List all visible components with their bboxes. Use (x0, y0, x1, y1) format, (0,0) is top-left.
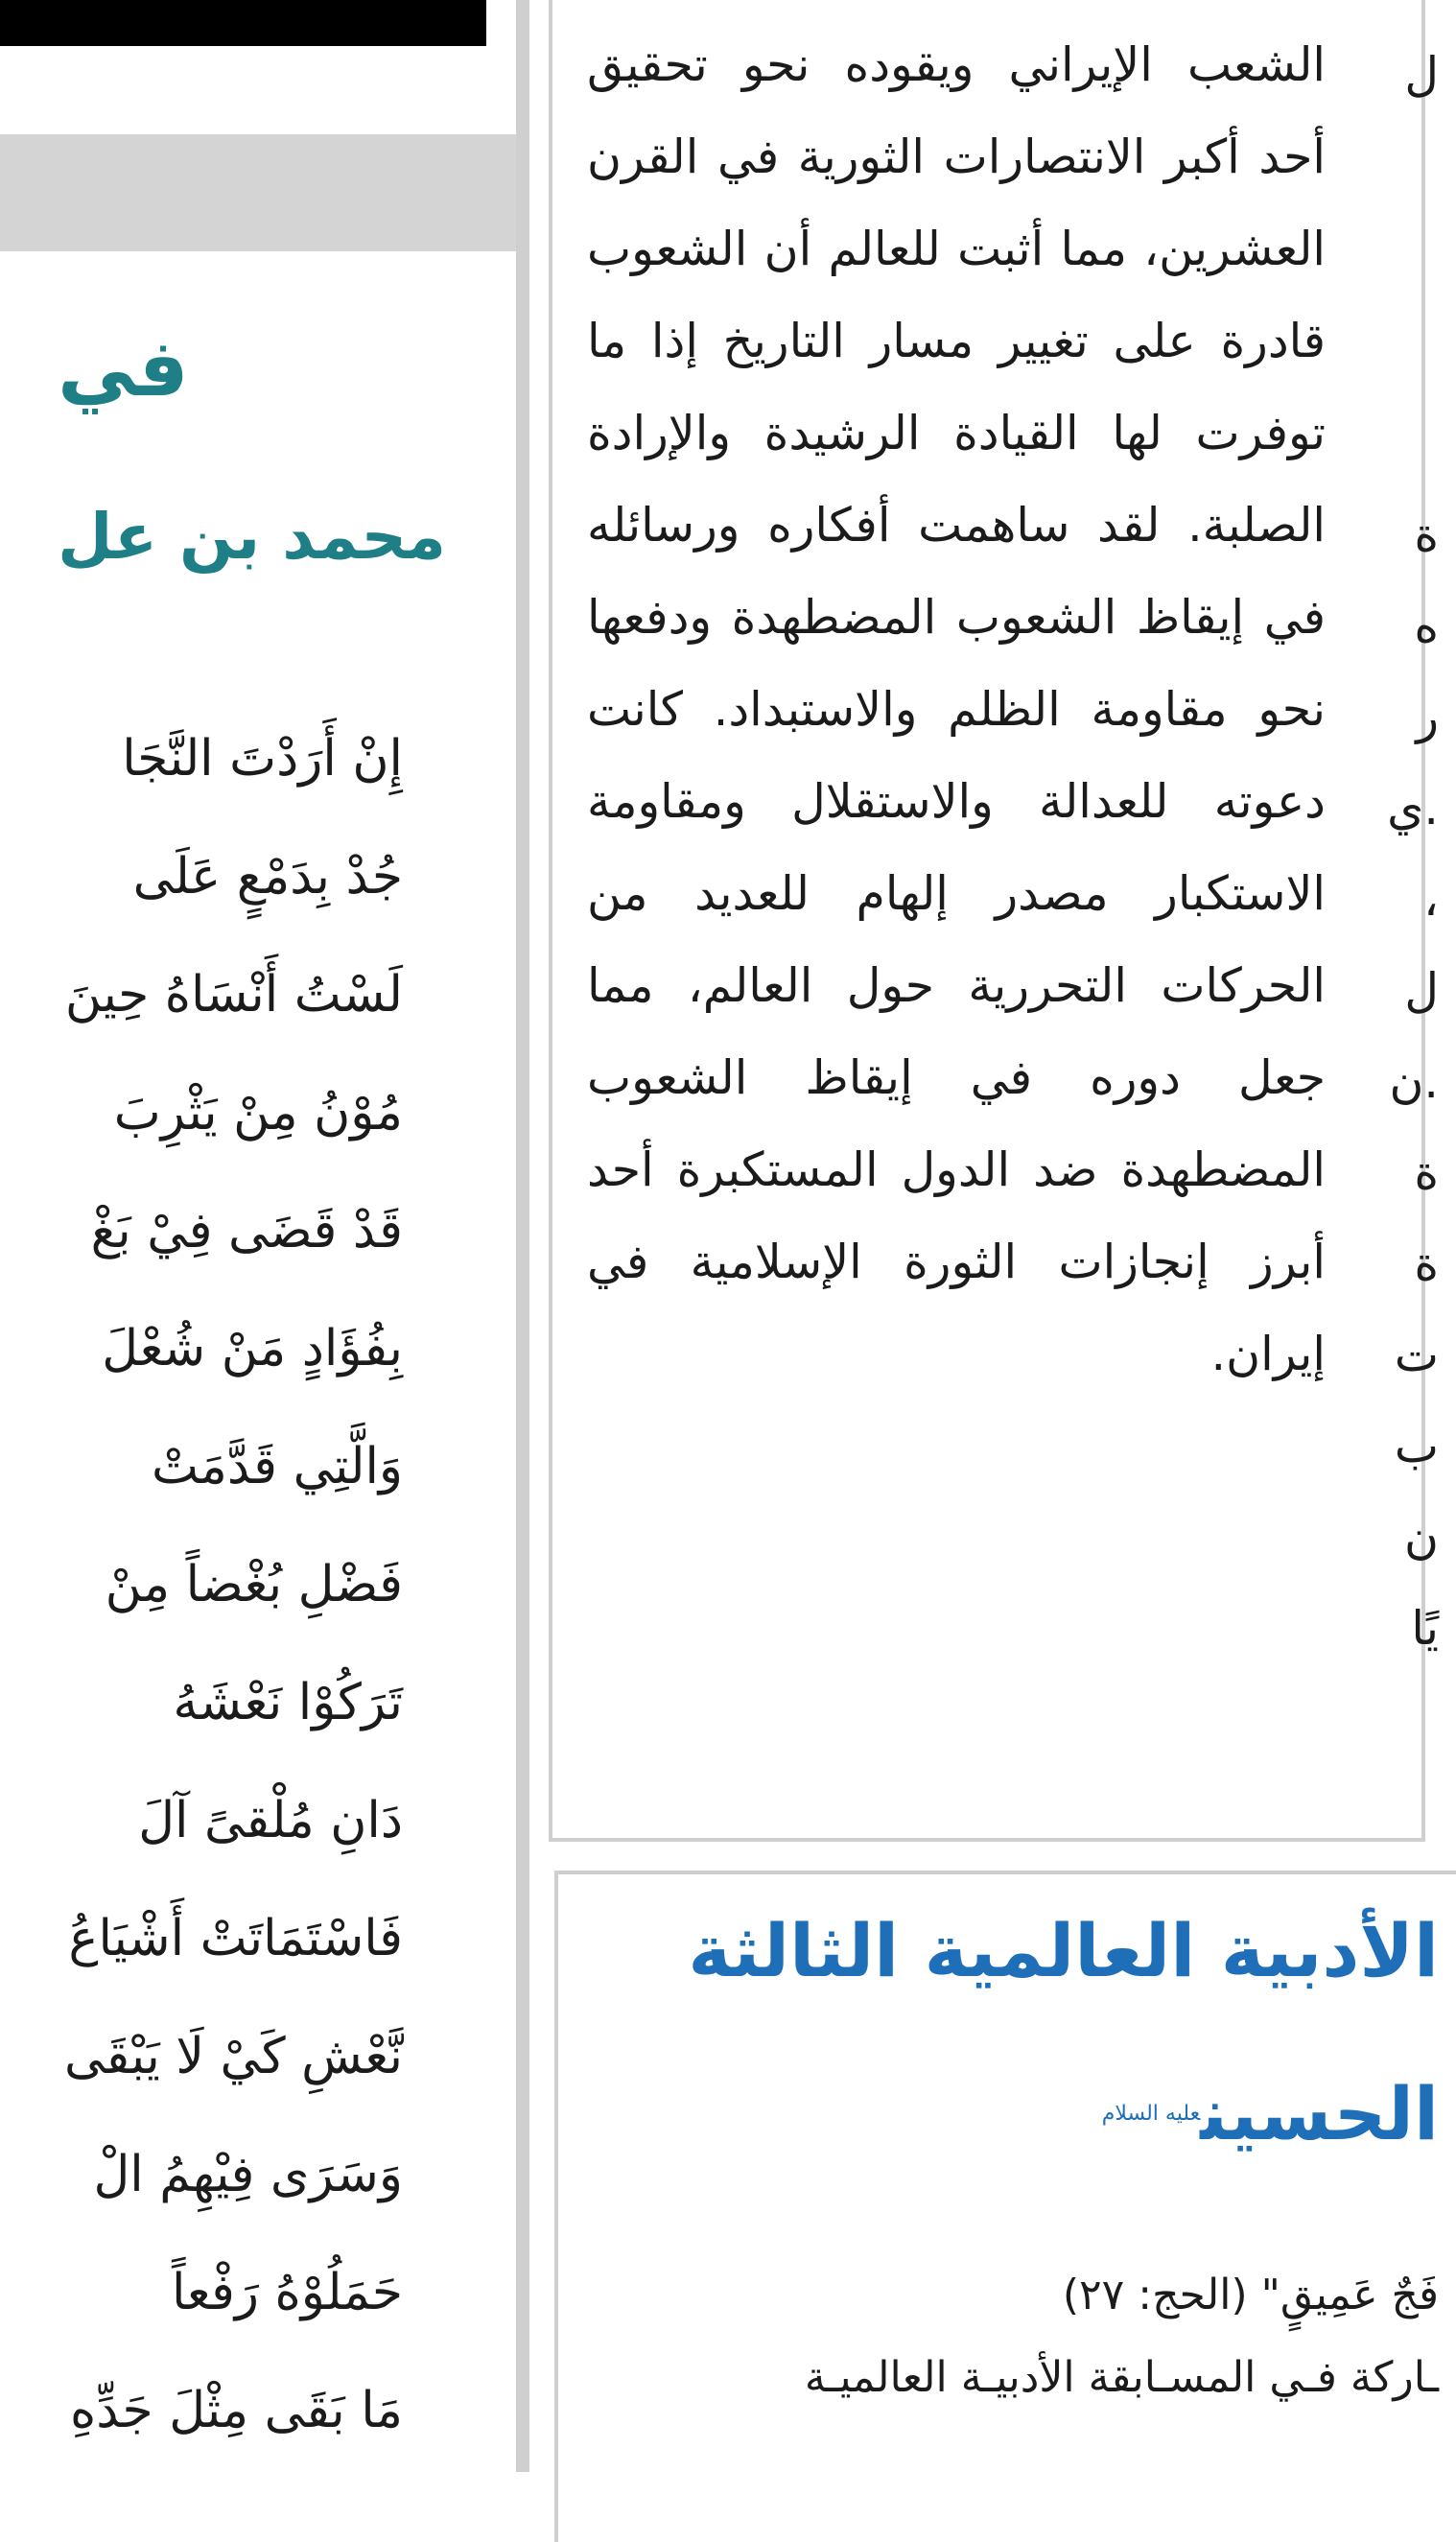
clipped-fragment: ن. (1389, 1054, 1439, 1109)
left-article-title: في (58, 323, 189, 414)
poem-line: دَانِ مُلْقىً آلَ (138, 1792, 403, 1849)
poem-line: مَا بَقَى مِثْلَ جَدِّهِ (69, 2382, 403, 2439)
left-article-author: محمد بن عل (58, 500, 446, 574)
clipped-fragment: ي. (1387, 781, 1439, 836)
bottom-article-title: الأدبية العالمية الثالثة (688, 1908, 1439, 1993)
clipped-fragment: ه (1414, 599, 1439, 653)
poem-line: وَسَرَى فِيْهِمُ الْ (93, 2146, 403, 2203)
clipped-fragment: ب (1394, 1419, 1439, 1473)
poem-line: قَدْ قَضَى فِيْ بَغْ (90, 1202, 403, 1259)
clipped-fragment: ، (1423, 872, 1439, 927)
bottom-article-line: فَجٌ عَمِيقٍ" (الحج: ٢٧) (1062, 2271, 1439, 2319)
poem-line: بِفُؤَادٍ مَنْ شُعْلَ (102, 1320, 403, 1377)
right-clipped-column (1387, 0, 1439, 1688)
middle-article-column (587, 19, 1326, 1400)
clipped-fragment: ن (1404, 1510, 1439, 1565)
column-divider-left (516, 0, 529, 2472)
poem-line: إِنْ أَرَدْتَ النَّجَا (122, 730, 403, 788)
poem-line: فَاسْتَمَاتَتْ أَشْيَاعُ (68, 1910, 403, 1967)
poem-line: وَالَّتِي قَدَّمَتْ (151, 1438, 403, 1495)
grey-section-band (0, 134, 518, 251)
clipped-fragment: ل (1404, 47, 1439, 102)
honorific-glyph: عليه السلام (1101, 2102, 1201, 2126)
clipped-fragment: ر (1416, 690, 1439, 744)
black-header-bar (0, 0, 486, 46)
clipped-fragment: يًا (1411, 1601, 1439, 1656)
bottom-article-subtitle (575, 2062, 1439, 2166)
poem-line: مُوْنُ مِنْ يَثْرِبَ (113, 1084, 403, 1142)
bottom-article-body (575, 2254, 1439, 2419)
clipped-fragment: ة (1414, 507, 1439, 562)
poem-line: حَمَلُوْهُ رَفْعاً (172, 2264, 403, 2321)
clipped-fragment: ة (1414, 1145, 1439, 1200)
bottom-article-subtitle-text: الحسين (1200, 2071, 1439, 2156)
clipped-fragment: ة (1414, 1236, 1439, 1291)
poem-line: لَسْتُ أَنْسَاهُ حِينَ (64, 966, 403, 1024)
poem-line: فَضْلِ بُغْضاً مِنْ (105, 1556, 403, 1613)
poem-line: نَّعْشِ كَيْ لَا يَبْقَى (63, 2028, 403, 2085)
bottom-article-line: ـاركة فـي المسـابقة الأدبيـة العالميـة (804, 2353, 1439, 2402)
poem-line: تَرَكُوْا نَعْشَهُ (173, 1674, 403, 1731)
poem-block (0, 700, 403, 2470)
clipped-fragment: ت (1394, 1328, 1439, 1382)
poem-line: جُدْ بِدَمْعٍ عَلَى (132, 848, 403, 906)
clipped-fragment: ل (1404, 963, 1439, 1018)
middle-article-paragraph: الشعب الإيراني ويقوده نحو تحقيق أحد أكبر الانتصارات الثورية في القرن العشرين، مما أثبت للعالم أن الشعوب قادرة على تغيير مسار التاريخ إذا ما توفرت لها القيادة الرشيدة والإرادة الصلبة. لقد ساهمت أفكاره ورسائله في إيقاظ الشعوب المضطهدة ودفعها نحو مقاومة الظلم والاستبداد. كانت دعوته للعدالة والاستقلال ومقاومة الاستكبار مصدر إلهام للعديد من الحركات التحررية حول العالم، مما جعل دوره في إيقاظ الشعوب المضطهدة ضد الدول المستكبرة أحد أبرز إنجازات الثورة الإسلامية في إيران. (587, 37, 1326, 1381)
